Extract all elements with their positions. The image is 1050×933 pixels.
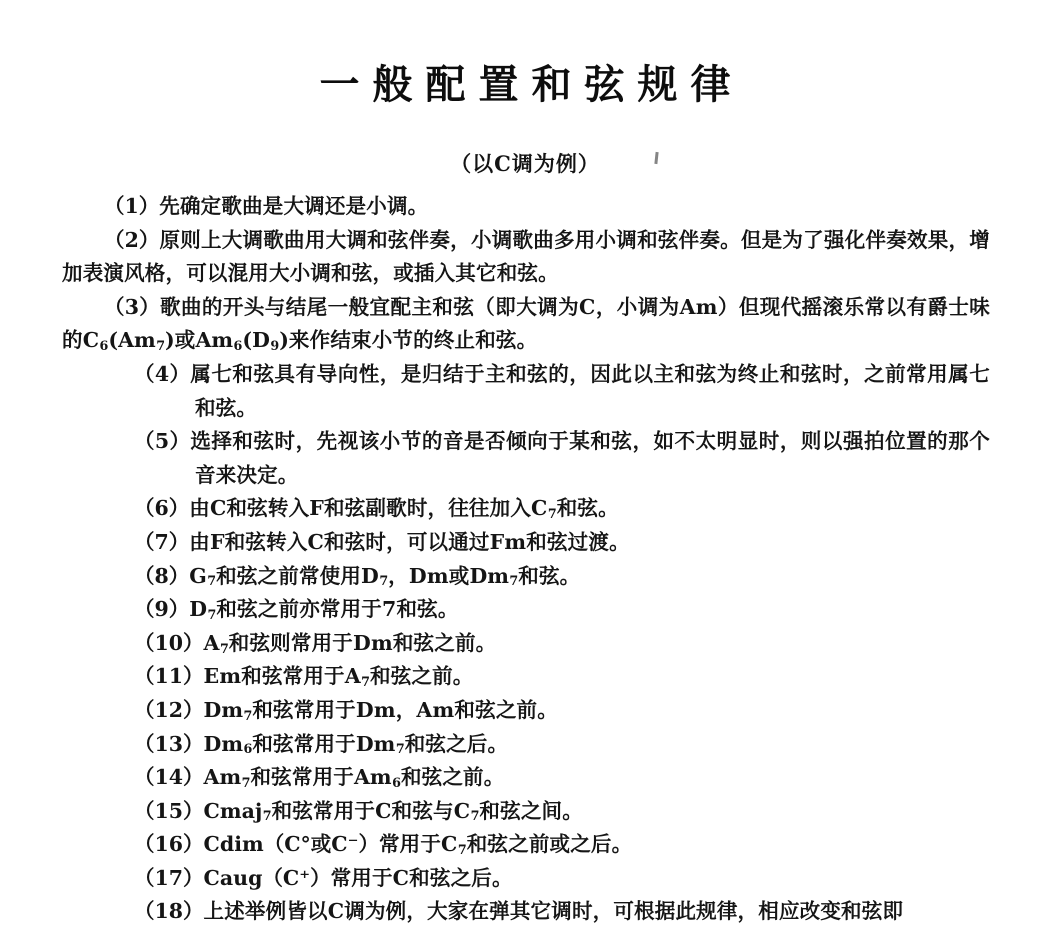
rule-item-text: 或 xyxy=(174,328,196,353)
rule-item xyxy=(62,593,990,627)
rule-item-text: 和弦之前。 xyxy=(400,765,505,790)
rule-item-marker: （10） xyxy=(134,630,204,655)
rule-item-text: 属七和弦具有导向性，是归结于主和弦的，因此以主和弦为终止和弦时，之前常用属七和弦。 xyxy=(190,361,990,420)
rule-item-marker: （1） xyxy=(104,194,160,218)
rule-item-text: 和弦之前或之后。 xyxy=(466,832,633,857)
chord-symbol: $G_7$ xyxy=(189,563,217,589)
rule-item-text: 和弦。 xyxy=(556,496,619,521)
rule-item xyxy=(62,694,990,728)
rule-item xyxy=(62,627,990,661)
rule-item-text: 选择和弦时，先视该小节的音是否倾向于某和弦，如不太明显时，则以强拍位置的那个音来决定。 xyxy=(190,429,990,487)
chord-symbol: Cmaj$_7$ xyxy=(203,798,272,824)
rule-item xyxy=(62,358,990,425)
rule-item-text: 和弦则常用于Dm和弦之前。 xyxy=(228,630,497,655)
rule-item-text: ，Dm或 xyxy=(388,563,470,588)
rule-item-text: 和弦之间。 xyxy=(479,798,583,823)
rule-item xyxy=(62,761,990,795)
rule-item-text: Em和弦常用于 xyxy=(203,664,345,689)
rule-item-marker: （14） xyxy=(134,765,204,790)
rule-item-marker: （17） xyxy=(134,865,204,890)
rule-item xyxy=(62,895,990,929)
rule-item-text: 和弦常用于 xyxy=(252,731,356,756)
chord-symbol: $C_7$ xyxy=(531,496,557,522)
numbered-rule-list xyxy=(62,190,990,929)
rule-item xyxy=(62,828,990,862)
chord-symbol: $Dm_6$ xyxy=(203,731,253,757)
chord-symbol: $A_7$ xyxy=(344,664,370,690)
rule-item-text: 常用于 xyxy=(378,832,442,857)
rule-item-text: 先确定歌曲是大调还是小调。 xyxy=(159,194,429,218)
rule-item-text: 和弦。 xyxy=(518,563,581,588)
rule-item-text: 和弦之前亦常用于7和弦。 xyxy=(216,597,459,622)
chord-symbol: $Dm_7$ xyxy=(355,731,405,757)
rule-item-text: 上述举例皆以C调为例，大家在弹其它调时，可根据此规律，相应改变和弦即 xyxy=(203,899,904,924)
chord-symbol: Caug（C⁺） xyxy=(203,865,331,890)
page-title: 一般配置和弦规律 xyxy=(319,61,744,108)
rule-item-text: 和弦之前。 xyxy=(370,664,474,689)
rule-item xyxy=(62,795,990,829)
rule-item-marker: （11） xyxy=(134,664,204,689)
rule-item-marker: （12） xyxy=(134,697,204,722)
chord-symbol: $Am_7$ xyxy=(203,765,251,790)
rule-item xyxy=(62,492,990,526)
chord-symbol: $Am_6$ xyxy=(353,765,401,790)
rule-item xyxy=(62,728,990,762)
rule-item-marker: （3） xyxy=(104,294,161,319)
rule-item-text: 和弦之前常使用 xyxy=(216,563,362,588)
rule-item xyxy=(62,425,990,492)
rule-item-text: 和弦之后。 xyxy=(404,731,509,756)
chord-symbol: $D_7$ xyxy=(361,563,389,589)
rule-item-text: 歌曲的开头与结尾一般宜配主和弦（即大调为C，小调为Am）但现代摇滚乐常以有爵士味的 xyxy=(62,294,990,353)
rule-item-marker: （16） xyxy=(134,832,204,857)
chord-symbol: $Dm_7$ xyxy=(203,697,253,723)
rule-item xyxy=(62,660,990,694)
rule-item-marker: （15） xyxy=(134,798,204,823)
rule-item-text: 由C和弦转入F和弦副歌时，往往加入 xyxy=(189,496,532,521)
rule-item xyxy=(62,291,990,358)
chord-symbol: $C_7$ xyxy=(441,832,467,858)
rule-item xyxy=(62,224,990,291)
rule-item-marker: （7） xyxy=(134,529,190,554)
chord-symbol: $A_7$ xyxy=(203,630,229,656)
rule-item xyxy=(62,560,990,594)
rule-item-text: 和弦常用于C和弦与 xyxy=(271,798,454,823)
rule-item xyxy=(62,190,990,224)
chord-symbol: $Dm_7$ xyxy=(469,563,519,589)
rule-item-marker: （6） xyxy=(134,496,190,521)
chord-symbol: $D_7$ xyxy=(189,597,217,622)
chord-symbol: $Am_6(D_9)$ xyxy=(195,328,289,354)
rule-item xyxy=(62,862,990,896)
rule-item-text: 和弦常用于 xyxy=(250,765,354,790)
rule-item-marker: （4） xyxy=(134,361,191,386)
rule-item-marker: （18） xyxy=(134,899,204,924)
chord-symbol: Cdim（C°或C⁻） xyxy=(203,832,379,857)
chord-symbol: $C_6(Am_7)$ xyxy=(82,328,175,354)
rule-item-text: 常用于C和弦之后。 xyxy=(330,865,513,890)
rule-item-marker: （5） xyxy=(134,429,191,454)
rule-item-text: 和弦常用于Dm，Am和弦之前。 xyxy=(252,697,558,722)
rule-item-text: 来作结束小节的终止和弦。 xyxy=(288,328,538,353)
page-subtitle: （以C调为例） xyxy=(450,151,600,176)
rule-item-marker: （9） xyxy=(134,597,190,622)
rule-item-marker: （13） xyxy=(134,731,204,756)
rule-item-text: 由F和弦转入C和弦时，可以通过Fm和弦过渡。 xyxy=(189,529,630,554)
rule-item xyxy=(62,526,990,560)
rule-item-marker: （8） xyxy=(134,563,190,588)
rule-item-marker: （2） xyxy=(104,227,160,252)
chord-symbol: $C_7$ xyxy=(453,798,480,824)
rule-item-text: 原则上大调歌曲用大调和弦伴奏，小调歌曲多用小调和弦伴奏。但是为了强化伴奏效果，增加表演风格，可以混用大小调和弦，或插入其它和弦。 xyxy=(62,227,991,286)
